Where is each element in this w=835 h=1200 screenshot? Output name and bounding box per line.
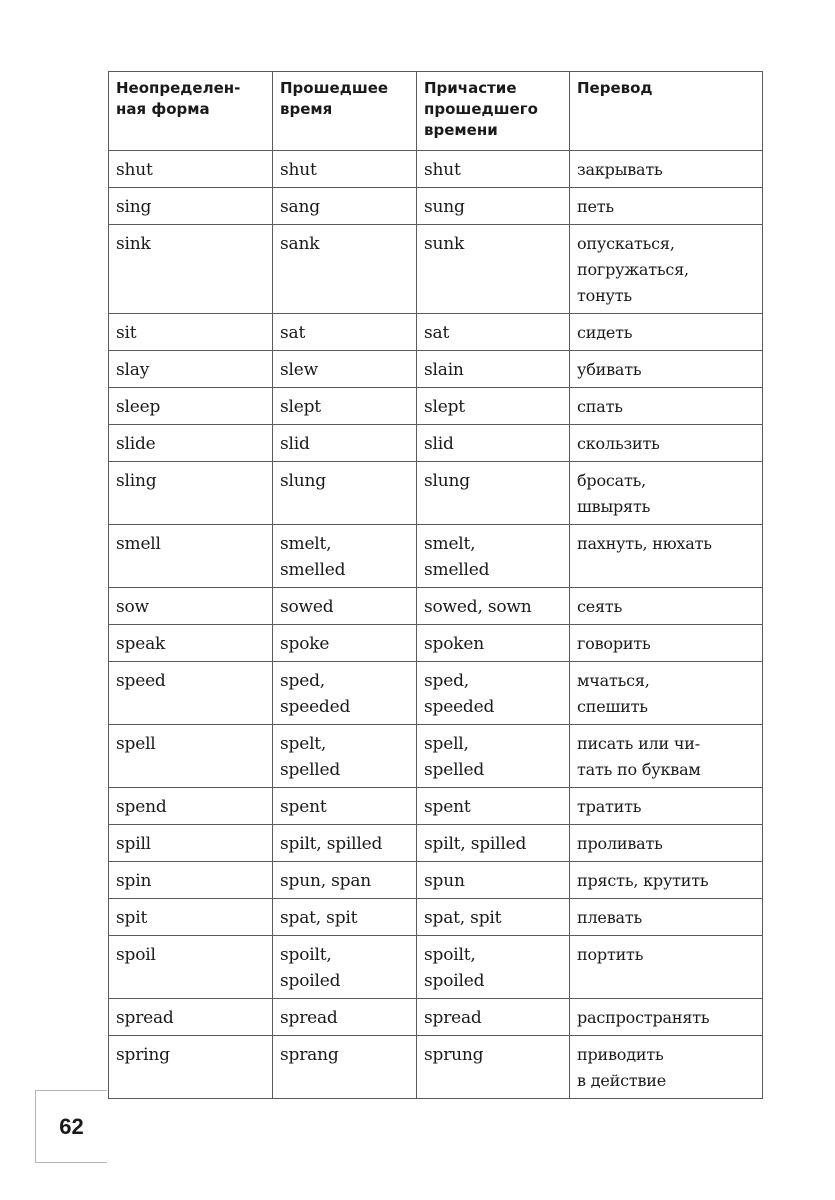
cell-translation: распространять <box>570 999 763 1036</box>
cell-past-participle: shut <box>417 151 570 188</box>
cell-past-simple: smelt, smelled <box>273 525 417 588</box>
table-row <box>109 425 763 462</box>
cell-past-participle: slain <box>417 351 570 388</box>
cell-translation: сеять <box>570 588 763 625</box>
cell-translation: опускаться, погружаться, тонуть <box>570 225 763 314</box>
cell-infinitive: slide <box>109 425 273 462</box>
table-row <box>109 462 763 525</box>
cell-past-participle: sprung <box>417 1036 570 1099</box>
table-row <box>109 314 763 351</box>
cell-infinitive: sleep <box>109 388 273 425</box>
table-row <box>109 899 763 936</box>
cell-past-simple: slung <box>273 462 417 525</box>
header-infinitive: Неопределен- ная форма <box>109 72 273 151</box>
cell-infinitive: sing <box>109 188 273 225</box>
cell-past-participle: slid <box>417 425 570 462</box>
cell-past-simple: spent <box>273 788 417 825</box>
cell-past-simple: sped, speeded <box>273 662 417 725</box>
table-row <box>109 1036 763 1099</box>
cell-translation: бросать, швырять <box>570 462 763 525</box>
cell-past-participle: sowed, sown <box>417 588 570 625</box>
cell-infinitive: spring <box>109 1036 273 1099</box>
table-row <box>109 588 763 625</box>
cell-past-participle: sunk <box>417 225 570 314</box>
cell-past-participle: smelt, smelled <box>417 525 570 588</box>
header-past-participle: Причастие прошедшего времени <box>417 72 570 151</box>
table-row <box>109 788 763 825</box>
cell-translation: тратить <box>570 788 763 825</box>
cell-past-simple: spun, span <box>273 862 417 899</box>
cell-translation: мчаться, спешить <box>570 662 763 725</box>
cell-past-simple: spilt, spilled <box>273 825 417 862</box>
table-row <box>109 999 763 1036</box>
cell-infinitive: sit <box>109 314 273 351</box>
cell-past-participle: spent <box>417 788 570 825</box>
cell-translation: приводить в действие <box>570 1036 763 1099</box>
table-header-row <box>109 72 763 151</box>
cell-past-simple: sowed <box>273 588 417 625</box>
cell-past-simple: sat <box>273 314 417 351</box>
cell-past-simple: slid <box>273 425 417 462</box>
table-row <box>109 525 763 588</box>
table-row <box>109 662 763 725</box>
cell-translation: спать <box>570 388 763 425</box>
header-translation: Перевод <box>570 72 763 151</box>
cell-translation: пахнуть, нюхать <box>570 525 763 588</box>
cell-past-simple: sprang <box>273 1036 417 1099</box>
cell-translation: сидеть <box>570 314 763 351</box>
table-row <box>109 351 763 388</box>
cell-infinitive: spend <box>109 788 273 825</box>
table-row <box>109 188 763 225</box>
cell-past-simple: spelt, spelled <box>273 725 417 788</box>
cell-past-simple: spoilt, spoiled <box>273 936 417 999</box>
cell-past-participle: sped, speeded <box>417 662 570 725</box>
cell-infinitive: sow <box>109 588 273 625</box>
cell-translation: прясть, крутить <box>570 862 763 899</box>
table-row <box>109 625 763 662</box>
cell-past-simple: spoke <box>273 625 417 662</box>
cell-infinitive: speed <box>109 662 273 725</box>
cell-past-simple: shut <box>273 151 417 188</box>
cell-infinitive: smell <box>109 525 273 588</box>
cell-past-participle: sung <box>417 188 570 225</box>
cell-past-participle: sat <box>417 314 570 351</box>
cell-infinitive: spell <box>109 725 273 788</box>
cell-translation: скользить <box>570 425 763 462</box>
cell-past-participle: spoken <box>417 625 570 662</box>
cell-translation: петь <box>570 188 763 225</box>
cell-past-participle: slung <box>417 462 570 525</box>
table-row <box>109 388 763 425</box>
cell-infinitive: spin <box>109 862 273 899</box>
cell-past-participle: spilt, spilled <box>417 825 570 862</box>
cell-translation: говорить <box>570 625 763 662</box>
cell-infinitive: shut <box>109 151 273 188</box>
cell-translation: проливать <box>570 825 763 862</box>
cell-infinitive: sling <box>109 462 273 525</box>
cell-infinitive: spoil <box>109 936 273 999</box>
cell-past-participle: spun <box>417 862 570 899</box>
cell-past-participle: slept <box>417 388 570 425</box>
cell-infinitive: spill <box>109 825 273 862</box>
cell-infinitive: speak <box>109 625 273 662</box>
page-number: 62 <box>35 1090 107 1163</box>
irregular-verbs-table <box>108 71 763 1099</box>
header-past-simple: Прошедшее время <box>273 72 417 151</box>
cell-translation: плевать <box>570 899 763 936</box>
table-row <box>109 725 763 788</box>
cell-past-simple: sank <box>273 225 417 314</box>
cell-translation: убивать <box>570 351 763 388</box>
table-row <box>109 225 763 314</box>
cell-past-participle: spread <box>417 999 570 1036</box>
cell-infinitive: spit <box>109 899 273 936</box>
table-row <box>109 936 763 999</box>
cell-infinitive: sink <box>109 225 273 314</box>
cell-past-participle: spell, spelled <box>417 725 570 788</box>
cell-past-participle: spat, spit <box>417 899 570 936</box>
cell-translation: портить <box>570 936 763 999</box>
cell-past-simple: sang <box>273 188 417 225</box>
cell-past-simple: slew <box>273 351 417 388</box>
cell-past-participle: spoilt, spoiled <box>417 936 570 999</box>
cell-past-simple: slept <box>273 388 417 425</box>
cell-past-simple: spread <box>273 999 417 1036</box>
cell-translation: писать или чи- тать по буквам <box>570 725 763 788</box>
table-row <box>109 862 763 899</box>
cell-infinitive: spread <box>109 999 273 1036</box>
table-row <box>109 825 763 862</box>
cell-past-simple: spat, spit <box>273 899 417 936</box>
table-row <box>109 151 763 188</box>
cell-infinitive: slay <box>109 351 273 388</box>
cell-translation: закрывать <box>570 151 763 188</box>
